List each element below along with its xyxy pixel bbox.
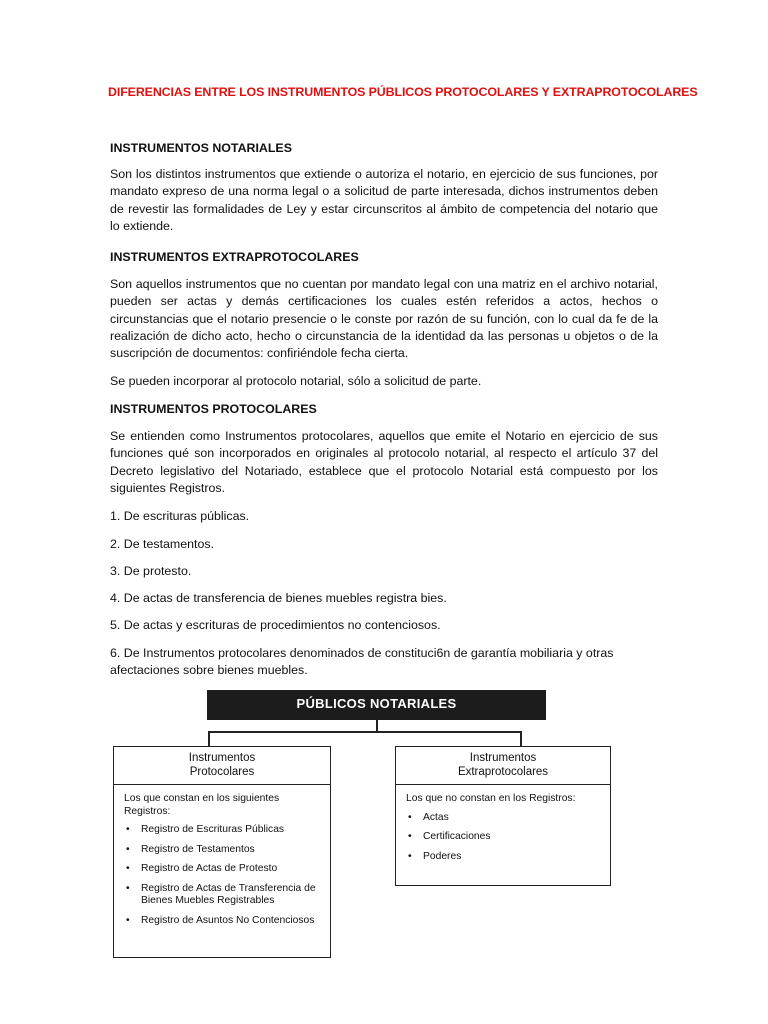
list-item: 4. De actas de transferencia de bienes muebles registra bies. [110,591,447,605]
paragraph-protocolares: Se entienden como Instrumentos protocolares, aquellos que emite el Notario en ejercicio de sus funciones qué son incorporados en originales al protocolo notarial, al respecto el artículo 37 del Decreto legislativo del Notariado, establece que el protocolo Notarial está compuesto por los siguientes Registros. [110,429,658,495]
list-item-label: Poderes [423,850,462,862]
bullet: • [126,843,130,855]
box-extraprotocolares-body [406,793,602,870]
bullet: • [126,882,130,894]
box-title-line: Instrumentos [188,752,256,764]
list-item-label: Registro de Asuntos No Contenciosos [141,914,315,926]
list-item [124,883,322,908]
bullet: • [408,850,412,862]
box-extraprotocolares [395,746,611,886]
heading-notariales: INSTRUMENTOS NOTARIALES [110,141,292,155]
list-item: 3. De protesto. [110,564,192,578]
list-item: 2. De testamentos. [110,537,214,551]
connector-line [520,731,522,746]
bullet: • [126,863,130,874]
box-protocolares-body [124,793,322,934]
box-title-line: Instrumentos [469,752,537,764]
list-item [406,812,602,825]
list-item [406,831,602,844]
list-item-label: Actas [423,811,449,823]
box-protocolares [113,746,331,958]
list-item [124,863,322,876]
paragraph-extraprotocolares-note: Se pueden incorporar al protocolo notarial, sólo a solicitud de parte. [110,374,482,388]
list-item [406,851,602,864]
connector-line [208,731,210,746]
diagram-header: PÚBLICOS NOTARIALES [207,690,546,720]
bullet: • [126,914,130,926]
box-title-line: Extraprotocolares [457,766,549,778]
box-title-line: Protocolares [189,766,255,778]
list-item [124,824,322,837]
document-title: DIFERENCIAS ENTRE LOS INSTRUMENTOS PÚBLICOS PROTOCOLARES Y EXTRAPROTOCOLARES [108,85,698,99]
list-item-label: Registro de Actas de Transferencia de Bienes Muebles Registrables [141,882,316,906]
list-item [124,915,322,928]
connector-line [208,731,521,733]
bullet: • [408,811,412,823]
paragraph-notariales: Son los distintos instrumentos que extiende o autoriza el notario, en ejercicio de sus funciones, por mandato expreso de una norma legal o a solicitud de parte interesada, dichos instrumentos deben de revestir las formalidades de Ley y estar circunscritos al ámbito de competencia del notario que lo extiende. [110,167,658,233]
heading-extraprotocolares: INSTRUMENTOS EXTRAPROTOCOLARES [110,250,359,264]
list-item-label: Registro de Escrituras Públicas [141,824,285,835]
paragraph-extraprotocolares: Son aquellos instrumentos que no cuentan por mandato legal con una matriz en el archivo notarial, pueden ser actas y demás certificaciones los cuales estén referidos a actos, hechos o circunstancias que el notario presencie o le conste por razón de su función, con lo cual da fe de la realización de dicho acto, hecho o circunstancia de la identidad da las personas u objetos o de la suscripción de documentos: confiriéndole fecha cierta. [110,277,658,361]
list-item: 5. De actas y escrituras de procedimientos no contenciosos. [110,618,441,632]
list-item-label: Registro de Testamentos [141,843,255,855]
box-extraprotocolares-title [396,747,610,785]
box-intro: Los que constan en los siguientes Registros: [124,793,280,817]
heading-protocolares: INSTRUMENTOS PROTOCOLARES [110,402,317,416]
list-item-label: Registro de Actas de Protesto [141,863,278,874]
list-item: 1. De escrituras públicas. [110,509,250,523]
list-item [124,844,322,857]
box-protocolares-title [114,747,330,785]
list-item: 6. De Instrumentos protocolares denominados de constituci6n de garantía mobiliaria y otras afectaciones sobre bienes muebles. [110,646,614,677]
bullet: • [126,824,130,835]
bullet: • [408,831,412,842]
list-item-label: Certificaciones [423,831,491,842]
box-intro: Los que no constan en los Registros: [406,793,576,804]
